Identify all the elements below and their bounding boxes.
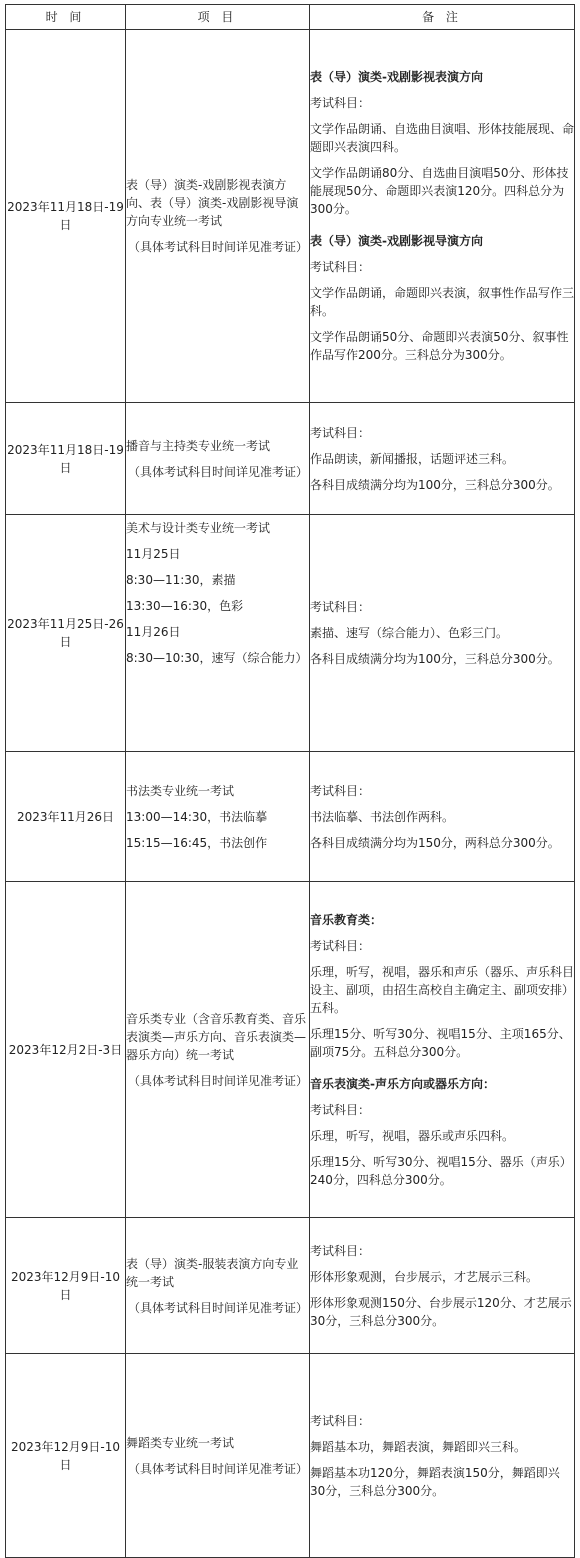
row-note [310,752,575,882]
row-item [126,30,310,403]
note-line: 考试科目： [310,260,371,274]
note-line: 形体形象观测，台步展示，才艺展示三科。 [310,1269,539,1284]
row-note [310,515,575,752]
row-item [126,515,310,752]
note-line: 文学作品朗诵，命题即兴表演，叙事性作品写作三科。 [310,286,575,318]
item-line: 表（导）演类-服装表演方向专业统一考试 [126,1256,299,1289]
row-item [126,1218,310,1354]
item-line: 11月26日 [126,625,181,639]
row-date: 2023年11月18日-19日 [6,30,126,403]
table-row [6,515,575,752]
item-line: 美术与设计类专业统一考试 [126,521,271,535]
note-section-title: 音乐教育类： [310,912,383,927]
row-note [310,1354,575,1558]
note-line: 乐理，听写，视唱，器乐或声乐四科。 [310,1128,515,1143]
note-line: 考试科目： [310,1102,371,1117]
row-item [126,1354,310,1558]
item-line: 13:00—14:30，书法临摹 [126,809,268,824]
note-line: 素描、速写（综合能力）、色彩三门。 [310,626,509,640]
item-line: 表（导）演类-戏剧影视表演方向、表（导）演类-戏剧影视导演方向专业统一考试 [126,178,299,228]
note-section-title: 表（导）演类-戏剧影视导演方向 [310,234,483,248]
note-line: 书法临摹、书法创作两科。 [310,809,455,824]
item-line: （具体考试科目时间详见准考证） [128,1073,309,1088]
note-line: 考试科目： [310,96,371,110]
table-row [6,1354,575,1558]
row-date: 2023年11月18日-19日 [6,403,126,515]
note-line: 作品朗读，新闻播报，话题评述三科。 [310,451,515,466]
note-line: 文学作品朗诵50分、命题即兴表演50分、叙事性作品写作200分。三科总分为300分。 [310,330,569,362]
item-line: （具体考试科目时间详见准考证） [128,1300,309,1315]
item-line: 音乐类专业（含音乐教育类、音乐表演类—声乐方向、音乐表演类—器乐方向）统一考试 [126,1011,307,1062]
table-row [6,1218,575,1354]
table-row [6,30,575,403]
note-line: 文学作品朗诵、自选曲目演唱、形体技能展现、命题即兴表演四科。 [310,122,575,154]
header-time: 时 间 [6,5,126,30]
row-date: 2023年12月2日-3日 [6,882,126,1218]
item-line: 15:15—16:45，书法创作 [126,835,268,850]
row-date: 2023年12月9日-10日 [6,1218,126,1354]
note-line: 考试科目： [310,600,371,614]
note-line: 文学作品朗诵80分、自选曲目演唱50分、形体技能展现50分、命题即兴表演120分。四科总分为300分。 [310,166,569,216]
row-note [310,882,575,1218]
note-section-title: 表（导）演类-戏剧影视表演方向 [310,70,483,84]
row-date: 2023年11月26日 [6,752,126,882]
item-line: 书法类专业统一考试 [126,783,235,798]
row-note [310,1218,575,1354]
table-row [6,403,575,515]
item-line: 8:30—10:30，速写（综合能力） [126,651,308,665]
row-note [310,403,575,515]
note-line: 乐理15分、听写30分、视唱15分、器乐（声乐）240分，四科总分300分。 [310,1154,572,1187]
row-date: 2023年11月25日-26日 [6,515,126,752]
item-line: （具体考试科目时间详见准考证） [128,240,309,254]
item-line: 8:30—11:30，素描 [126,573,236,587]
note-line: 考试科目： [310,783,371,798]
item-line: 13:30—16:30，色彩 [126,599,244,613]
note-line: 乐理15分、听写30分、视唱15分、主项165分、副项75分。五科总分300分。 [310,1026,571,1059]
header-item: 项 目 [126,5,310,30]
item-line: （具体考试科目时间详见准考证） [128,464,309,479]
header-row [6,5,575,30]
row-item [126,882,310,1218]
table-row [6,882,575,1218]
item-line: （具体考试科目时间详见准考证） [128,1461,309,1476]
note-line: 各科目成绩满分均为150分，两科总分300分。 [310,835,560,850]
note-line: 考试科目： [310,1413,371,1428]
item-line: 舞蹈类专业统一考试 [126,1435,235,1450]
row-item [126,403,310,515]
row-note [310,30,575,403]
note-line: 舞蹈基本功120分，舞蹈表演150分，舞蹈即兴30分，三科总分300分。 [310,1465,560,1498]
note-line: 考试科目： [310,1243,371,1258]
note-line: 乐理，听写，视唱，器乐和声乐（器乐、声乐科目设主、副项，由招生高校自主确定主、副项安排）五科。 [310,964,575,1015]
note-line: 舞蹈基本功，舞蹈表演，舞蹈即兴三科。 [310,1439,527,1454]
row-item [126,752,310,882]
exam-schedule-table [5,4,575,1558]
item-line: 播音与主持类专业统一考试 [126,438,271,453]
note-line: 形体形象观测150分、台步展示120分、才艺展示30分，三科总分300分。 [310,1295,572,1328]
note-line: 各科目成绩满分均为100分，三科总分300分。 [310,652,560,666]
header-note: 备 注 [310,5,575,30]
note-line: 考试科目： [310,938,371,953]
note-line: 各科目成绩满分均为100分，三科总分300分。 [310,477,560,492]
note-line: 考试科目： [310,425,371,440]
note-section-title: 音乐表演类-声乐方向或器乐方向： [310,1076,495,1091]
item-line: 11月25日 [126,547,181,561]
table-row [6,752,575,882]
row-date: 2023年12月9日-10日 [6,1354,126,1558]
